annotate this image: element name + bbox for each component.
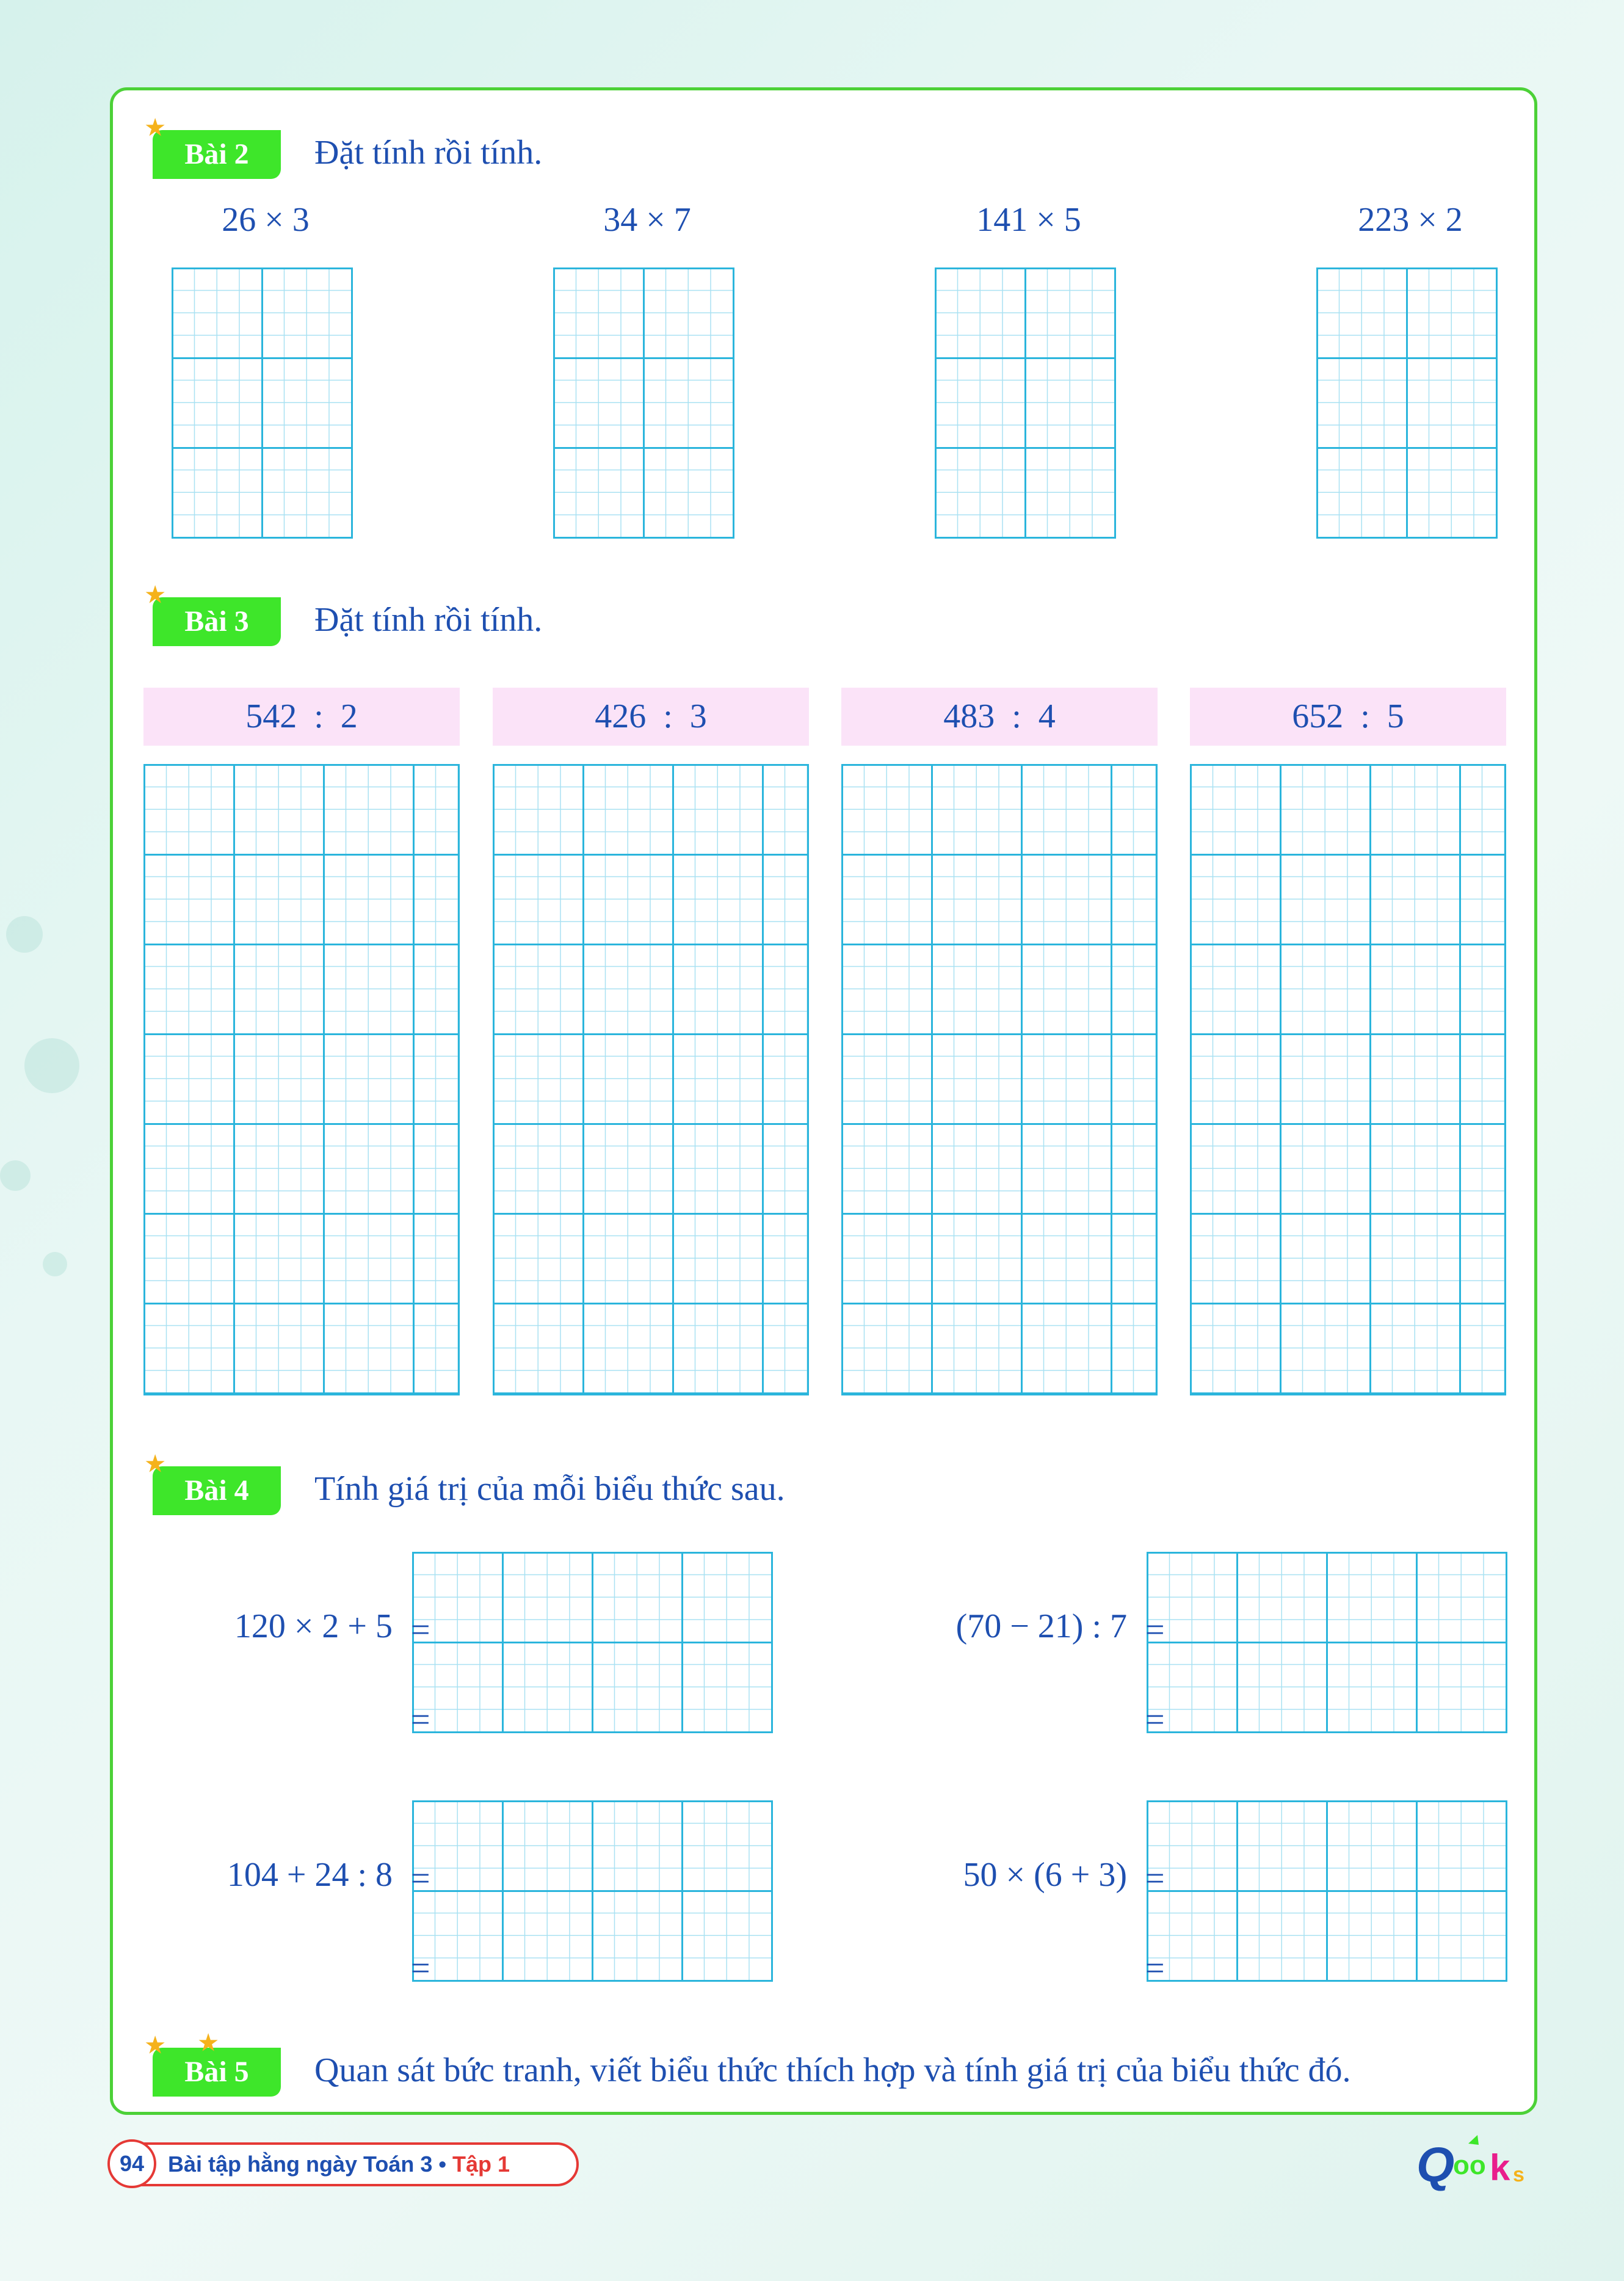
- badge-label: Bài 5: [184, 2056, 249, 2088]
- svg-text:oo: oo: [1453, 2150, 1486, 2180]
- exercise-instruction-bai5: Quan sát bức tranh, viết biểu thức thích hợp và tính giá trị của biểu thức đó.: [314, 2051, 1351, 2089]
- equals-sign: =: [411, 1611, 430, 1649]
- badge-label: Bài 2: [184, 138, 249, 170]
- exercise-badge-bai5: [145, 2031, 281, 2097]
- expression-label: 50 × (6 + 3): [963, 1856, 1127, 1894]
- multiplication-expression: 223 × 2: [1358, 201, 1463, 239]
- exercise-badge-bai3: [145, 583, 281, 646]
- volume-label: Tập 1: [452, 2152, 510, 2177]
- equals-sign: =: [1145, 1611, 1165, 1649]
- background-bubble: [24, 1038, 79, 1093]
- qbooks-logo: [1410, 2131, 1532, 2192]
- exercise-instruction-bai3: Đặt tính rồi tính.: [314, 601, 543, 639]
- answer-grid[interactable]: [1147, 1800, 1507, 1982]
- page-number: 94: [107, 2139, 156, 2188]
- star-icon: ★: [145, 2033, 165, 2057]
- star-icon: ★: [198, 2031, 219, 2055]
- division-expression: 542 : 2: [143, 688, 460, 746]
- exercise-badge-bai4: [145, 1452, 281, 1515]
- star-icon: ★: [145, 583, 165, 607]
- background-bubble: [43, 1252, 67, 1276]
- answer-grid[interactable]: [412, 1800, 773, 1982]
- svg-text:k: k: [1490, 2147, 1510, 2188]
- answer-grid[interactable]: [493, 764, 809, 1395]
- division-expression: 483 : 4: [841, 688, 1158, 746]
- svg-text:Q: Q: [1416, 2137, 1455, 2192]
- expression-label: 120 × 2 + 5: [234, 1607, 393, 1645]
- star-icon: ★: [145, 1452, 165, 1476]
- exercise-instruction-bai4: Tính giá trị của mỗi biểu thức sau.: [314, 1470, 785, 1508]
- answer-grid[interactable]: [412, 1552, 773, 1733]
- equals-sign: =: [1145, 1701, 1165, 1739]
- equals-sign: =: [411, 1860, 430, 1897]
- answer-grid[interactable]: [841, 764, 1158, 1395]
- expression-label: (70 − 21) : 7: [955, 1607, 1127, 1645]
- background-bubble: [0, 1160, 31, 1191]
- star-icon: ★: [145, 115, 165, 140]
- answer-grid[interactable]: [553, 267, 734, 539]
- answer-grid[interactable]: [143, 764, 460, 1395]
- badge-label: Bài 4: [184, 1474, 249, 1507]
- exercise-panel: [110, 87, 1537, 2115]
- answer-grid[interactable]: [1147, 1552, 1507, 1733]
- equals-sign: =: [1145, 1949, 1165, 1987]
- multiplication-expression: 26 × 3: [222, 201, 310, 239]
- answer-grid[interactable]: [172, 267, 353, 539]
- exercise-instruction-bai2: Đặt tính rồi tính.: [314, 134, 543, 172]
- exercise-badge-bai2: [145, 115, 281, 179]
- division-expression: 426 : 3: [493, 688, 809, 746]
- answer-grid[interactable]: [935, 267, 1116, 539]
- badge-label: Bài 3: [184, 605, 249, 638]
- equals-sign: =: [1145, 1860, 1165, 1897]
- title-separator: •: [438, 2152, 447, 2177]
- multiplication-expression: 34 × 7: [603, 201, 691, 239]
- equals-sign: =: [411, 1949, 430, 1987]
- equals-sign: =: [411, 1701, 430, 1739]
- footer-book-title: [168, 2150, 510, 2179]
- book-title: Bài tập hằng ngày Toán 3: [168, 2152, 433, 2177]
- background-bubble: [6, 916, 43, 953]
- answer-grid[interactable]: [1316, 267, 1498, 539]
- division-expression: 652 : 5: [1190, 688, 1506, 746]
- svg-text:s: s: [1513, 2163, 1524, 2186]
- multiplication-expression: 141 × 5: [976, 201, 1081, 239]
- answer-grid[interactable]: [1190, 764, 1506, 1395]
- expression-label: 104 + 24 : 8: [227, 1856, 393, 1894]
